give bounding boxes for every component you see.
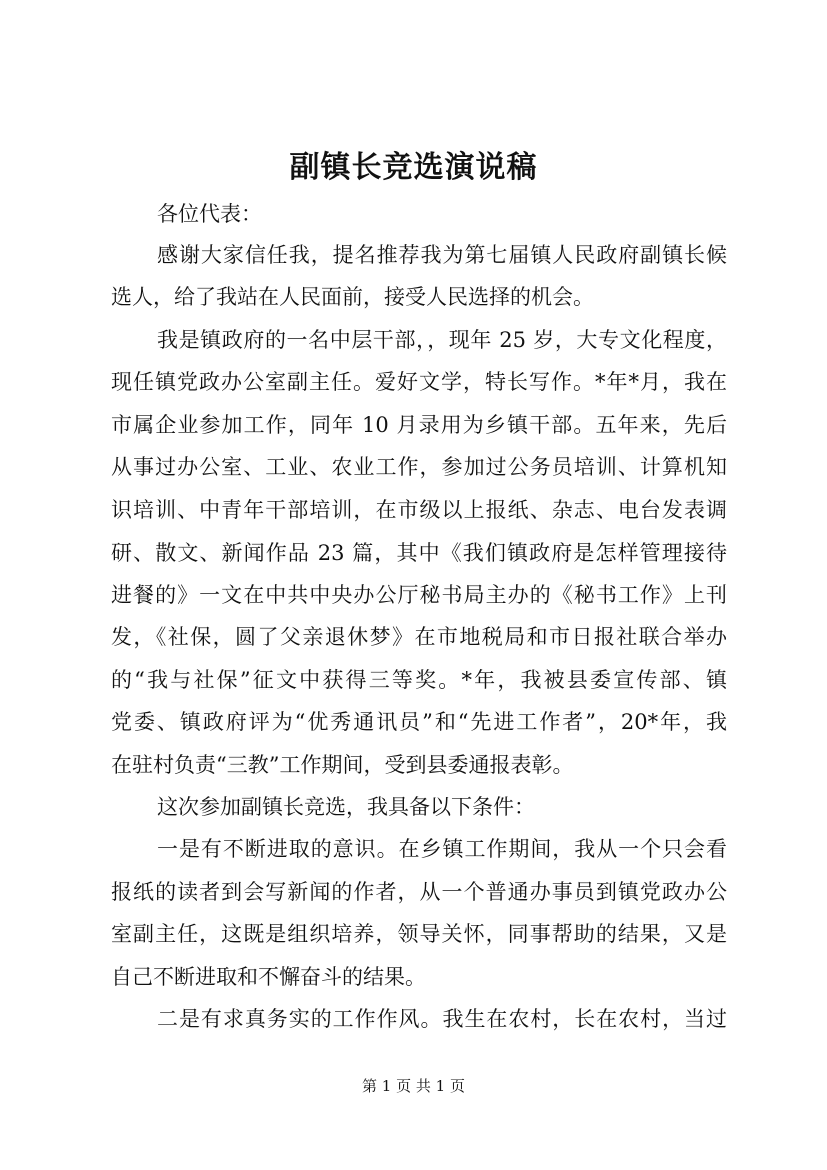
paragraph-1-line-1: 感谢大家信任我，提名推荐我为第七届镇人民政府副镇长候: [157, 243, 727, 267]
paragraph-3-line-1: 这次参加副镇长竞选，我具备以下条件：: [157, 795, 535, 819]
paragraph-4-line-4: 自己不断进取和不懈奋斗的结果。: [111, 965, 426, 989]
paragraph-2-line-5: 识培训、中青年干部培训，在市级以上报纸、杂志、电台发表调: [111, 498, 727, 522]
paragraph-2-line-9: 的“我与社保”征文中获得三等奖。*年，我被县委宣传部、镇: [111, 668, 727, 692]
salutation-line: 各位代表：: [157, 202, 262, 226]
paragraph-2-line-10: 党委、镇政府评为“优秀通讯员”和“先进工作者”，20*年，我: [111, 710, 727, 734]
paragraph-2-line-4: 从事过办公室、工业、农业工作，参加过公务员培训、计算机知: [111, 455, 727, 479]
paragraph-2-line-11: 在驻村负责“三教”工作期间，受到县委通报表彰。: [111, 753, 574, 777]
paragraph-2-line-6: 研、散文、新闻作品 23 篇，其中《我们镇政府是怎样管理接待: [111, 541, 727, 565]
paragraph-2-line-3: 市属企业参加工作，同年 10 月录用为乡镇干部。五年来，先后: [111, 413, 727, 437]
page-footer: 第 1 页 共 1 页: [362, 1077, 465, 1095]
paragraph-5-line-1: 二是有求真务实的工作作风。我生在农村，长在农村，当过: [157, 1007, 727, 1031]
paragraph-4-line-3: 室副主任，这既是组织培养，领导关怀，同事帮助的结果，又是: [111, 922, 727, 946]
paragraph-1-line-2: 选人，给了我站在人民面前，接受人民选择的机会。: [111, 285, 594, 309]
paragraph-4-line-1: 一是有不断进取的意识。在乡镇工作期间，我从一个只会看: [157, 837, 727, 861]
paragraph-4-line-2: 报纸的读者到会写新闻的作者，从一个普通办事员到镇党政办公: [111, 880, 727, 904]
paragraph-2-line-2: 现任镇党政办公室副主任。爱好文学，特长写作。*年*月，我在: [111, 370, 727, 394]
paragraph-2-line-7: 进餐的》一文在中共中央办公厅秘书局主办的《秘书工作》上刊: [111, 583, 727, 607]
paragraph-2-line-8: 发，《社保，圆了父亲退休梦》在市地税局和市日报社联合举办: [111, 625, 727, 649]
document-title: 副镇长竞选演说稿: [289, 150, 538, 185]
paragraph-2-line-1: 我是镇政府的一名中层干部，，现年 25 岁，大专文化程度，: [157, 328, 727, 352]
